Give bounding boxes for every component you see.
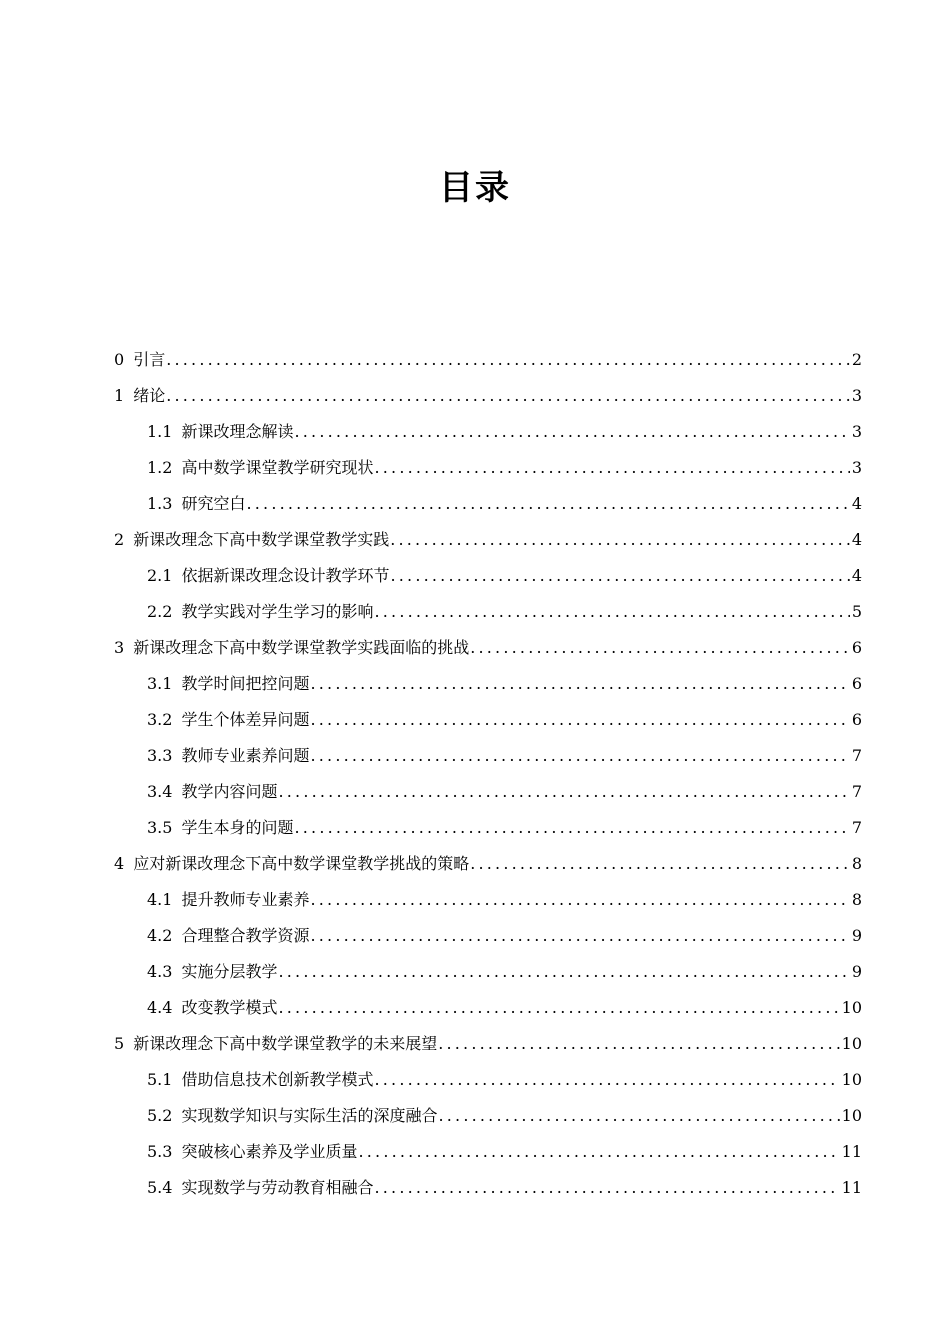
- toc-entry[interactable]: [114, 378, 862, 414]
- toc-entry-title: 实现数学与劳动教育相融合: [181, 1178, 374, 1197]
- toc-entry-page: 10: [841, 1034, 862, 1053]
- toc-entry-title: 借助信息技术创新教学模式: [181, 1070, 374, 1089]
- toc-entry-number: 2: [114, 530, 125, 549]
- toc-entry-title: 高中数学课堂教学研究现状: [181, 458, 374, 477]
- toc-leader-dots: [246, 486, 849, 522]
- toc-entry-page: 6: [851, 674, 862, 693]
- toc-entry-number: 3.4: [147, 782, 173, 801]
- toc-subentry[interactable]: [114, 594, 862, 630]
- toc-entry-title: 合理整合教学资源: [181, 926, 310, 945]
- toc-entry-page: 10: [841, 1106, 862, 1125]
- toc-leader-dots: [470, 846, 850, 882]
- toc-leader-dots: [310, 918, 849, 954]
- toc-subentry[interactable]: [114, 954, 862, 990]
- toc-entry-title: 突破核心素养及学业质量: [181, 1142, 358, 1161]
- toc-subentry[interactable]: [114, 1098, 862, 1134]
- toc-entry-number: 3.2: [147, 710, 173, 729]
- toc-entry-number: 3.1: [147, 674, 173, 693]
- toc-subentry[interactable]: [114, 738, 862, 774]
- toc-leader-dots: [278, 990, 839, 1026]
- toc-entry-number: 5.2: [147, 1106, 173, 1125]
- toc-entry-page: 11: [841, 1142, 862, 1161]
- toc-entry-page: 8: [851, 854, 862, 873]
- toc-leader-dots: [278, 954, 849, 990]
- toc-entry-title: 教学内容问题: [181, 782, 278, 801]
- toc-entry-title: 学生本身的问题: [181, 818, 294, 837]
- toc-entry[interactable]: [114, 522, 862, 558]
- toc-entry-number: 1: [114, 386, 125, 405]
- toc-entry-page: 4: [851, 530, 862, 549]
- toc-entry-number: 5: [114, 1034, 125, 1053]
- toc-entry-number: 4.4: [147, 998, 173, 1017]
- toc-subentry[interactable]: [114, 918, 862, 954]
- toc-subentry[interactable]: [114, 486, 862, 522]
- toc-subentry[interactable]: [114, 558, 862, 594]
- toc-entry-page: 9: [851, 962, 862, 981]
- toc-entry[interactable]: [114, 342, 862, 378]
- toc-leader-dots: [374, 594, 849, 630]
- toc-entry-number: 4: [114, 854, 125, 873]
- toc-entry-number: 0: [114, 350, 125, 369]
- toc-entry[interactable]: [114, 846, 862, 882]
- toc-leader-dots: [294, 414, 849, 450]
- toc-entry-number: 5.4: [147, 1178, 173, 1197]
- toc-entry-title: 新课改理念下高中数学课堂教学实践面临的挑战: [133, 638, 470, 657]
- toc-leader-dots: [166, 378, 850, 414]
- toc-entry-page: 7: [851, 818, 862, 837]
- toc-leader-dots: [294, 810, 849, 846]
- toc-entry-page: 3: [851, 422, 862, 441]
- toc-entry[interactable]: [114, 630, 862, 666]
- toc-entry-title: 绪论: [133, 386, 166, 405]
- toc-subentry[interactable]: [114, 810, 862, 846]
- toc-entry-title: 新课改理念下高中数学课堂教学实践: [133, 530, 390, 549]
- toc-entry-title: 教学实践对学生学习的影响: [181, 602, 374, 621]
- toc-entry-page: 9: [851, 926, 862, 945]
- toc-leader-dots: [470, 630, 850, 666]
- toc-leader-dots: [310, 738, 849, 774]
- toc-entry-number: 1.1: [147, 422, 173, 441]
- toc-leader-dots: [310, 882, 849, 918]
- toc-entry-title: 引言: [133, 350, 166, 369]
- toc-entry-title: 实现数学知识与实际生活的深度融合: [181, 1106, 438, 1125]
- toc-entry-number: 1.3: [147, 494, 173, 513]
- toc-leader-dots: [374, 1062, 839, 1098]
- toc-subentry[interactable]: [114, 1134, 862, 1170]
- toc-entry-number: 5.3: [147, 1142, 173, 1161]
- table-of-contents: [114, 342, 862, 1206]
- toc-leader-dots: [166, 342, 850, 378]
- toc-leader-dots: [438, 1026, 839, 1062]
- toc-entry-title: 新课改理念下高中数学课堂教学的未来展望: [133, 1034, 438, 1053]
- toc-subentry[interactable]: [114, 702, 862, 738]
- toc-leader-dots: [310, 666, 849, 702]
- toc-entry-page: 7: [851, 746, 862, 765]
- toc-entry-title: 研究空白: [181, 494, 246, 513]
- toc-subentry[interactable]: [114, 774, 862, 810]
- toc-leader-dots: [310, 702, 849, 738]
- toc-entry-page: 5: [851, 602, 862, 621]
- toc-entry-number: 1.2: [147, 458, 173, 477]
- toc-leader-dots: [390, 558, 849, 594]
- toc-entry-title: 改变教学模式: [181, 998, 278, 1017]
- toc-entry-page: 4: [851, 566, 862, 585]
- toc-entry-page: 11: [841, 1178, 862, 1197]
- toc-subentry[interactable]: [114, 990, 862, 1026]
- toc-leader-dots: [390, 522, 850, 558]
- toc-entry-page: 10: [841, 1070, 862, 1089]
- toc-entry-page: 4: [851, 494, 862, 513]
- toc-entry-title: 学生个体差异问题: [181, 710, 310, 729]
- toc-entry-page: 3: [851, 458, 862, 477]
- toc-leader-dots: [374, 1170, 839, 1206]
- toc-subentry[interactable]: [114, 666, 862, 702]
- toc-entry-number: 5.1: [147, 1070, 173, 1089]
- toc-leader-dots: [438, 1098, 839, 1134]
- toc-entry-page: 7: [851, 782, 862, 801]
- toc-entry-title: 教学时间把控问题: [181, 674, 310, 693]
- page-title: 目录: [439, 167, 511, 208]
- toc-subentry[interactable]: [114, 414, 862, 450]
- toc-entry-title: 应对新课改理念下高中数学课堂教学挑战的策略: [133, 854, 470, 873]
- toc-entry-page: 10: [841, 998, 862, 1017]
- toc-entry-number: 3.5: [147, 818, 173, 837]
- toc-entry[interactable]: [114, 1026, 862, 1062]
- toc-entry-number: 4.2: [147, 926, 173, 945]
- toc-entry-page: 3: [851, 386, 862, 405]
- toc-leader-dots: [278, 774, 849, 810]
- toc-subentry[interactable]: [114, 450, 862, 486]
- toc-entry-title: 新课改理念解读: [181, 422, 294, 441]
- toc-entry-page: 6: [851, 710, 862, 729]
- toc-subentry[interactable]: [114, 882, 862, 918]
- toc-subentry[interactable]: [114, 1062, 862, 1098]
- toc-entry-title: 教师专业素养问题: [181, 746, 310, 765]
- toc-entry-number: 2.2: [147, 602, 173, 621]
- toc-subentry[interactable]: [114, 1170, 862, 1206]
- toc-entry-number: 4.1: [147, 890, 173, 909]
- toc-entry-number: 2.1: [147, 566, 173, 585]
- toc-entry-page: 2: [851, 350, 862, 369]
- toc-entry-title: 依据新课改理念设计教学环节: [181, 566, 390, 585]
- toc-entry-number: 4.3: [147, 962, 173, 981]
- toc-entry-number: 3.3: [147, 746, 173, 765]
- toc-entry-title: 实施分层教学: [181, 962, 278, 981]
- toc-leader-dots: [358, 1134, 839, 1170]
- toc-entry-page: 6: [851, 638, 862, 657]
- toc-entry-title: 提升教师专业素养: [181, 890, 310, 909]
- toc-entry-number: 3: [114, 638, 125, 657]
- toc-entry-page: 8: [851, 890, 862, 909]
- toc-leader-dots: [374, 450, 849, 486]
